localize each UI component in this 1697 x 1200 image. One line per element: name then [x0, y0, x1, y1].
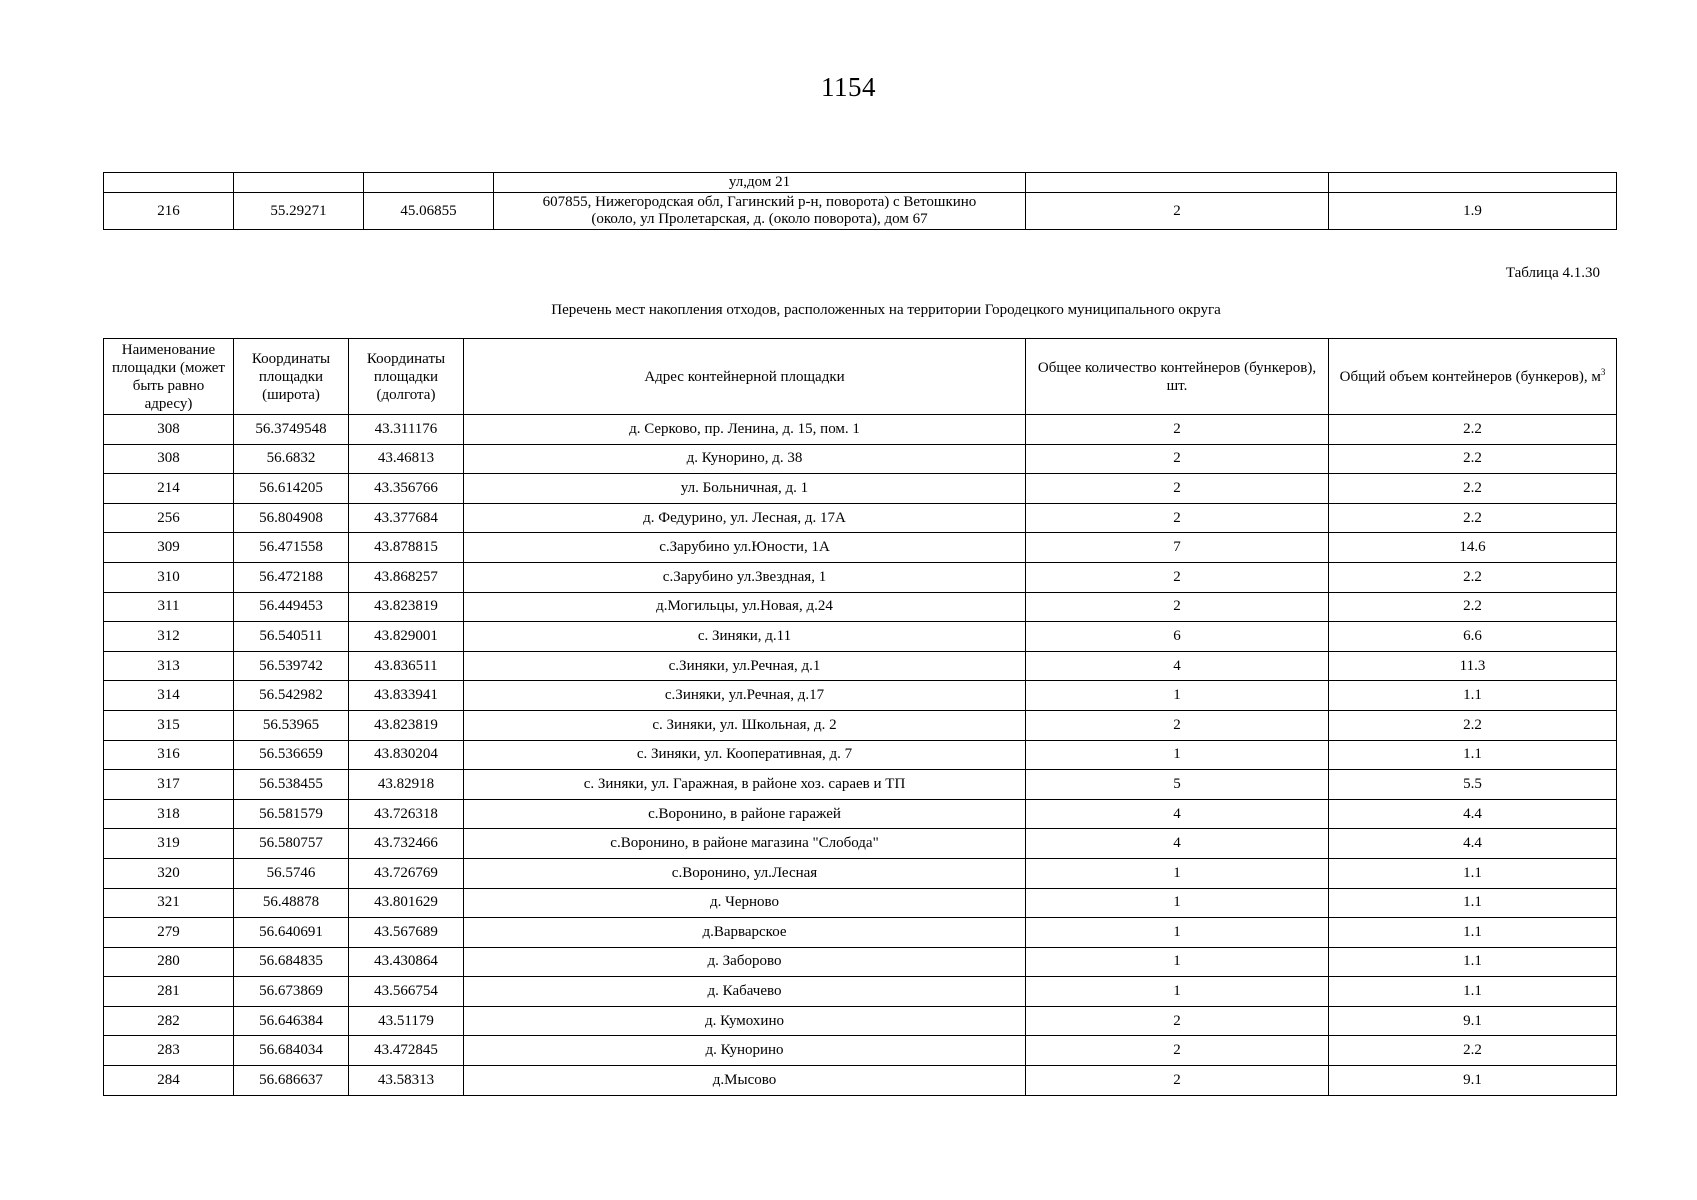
cell-volume: 2.2 [1329, 474, 1617, 504]
cell-volume: 2.2 [1329, 562, 1617, 592]
table-row [104, 622, 1617, 652]
cell-id [104, 173, 234, 193]
cell-lat: 56.536659 [234, 740, 349, 770]
cell-count: 5 [1026, 770, 1329, 800]
cell-lat: 56.53965 [234, 710, 349, 740]
cell-volume: 1.1 [1329, 947, 1617, 977]
cell-address: с. Зиняки, ул. Кооперативная, д. 7 [464, 740, 1026, 770]
cell-lon: 43.868257 [349, 562, 464, 592]
cell-id: 314 [104, 681, 234, 711]
cell-address: д. Кунорино [464, 1036, 1026, 1066]
cell-id: 282 [104, 1006, 234, 1036]
cell-address: с.Зиняки, ул.Речная, д.1 [464, 651, 1026, 681]
cell-id: 318 [104, 799, 234, 829]
cell-lon: 45.06855 [364, 193, 494, 230]
cell-lat: 56.581579 [234, 799, 349, 829]
address-line: ул,дом 21 [728, 174, 791, 190]
cell-count: 2 [1026, 1006, 1329, 1036]
cell-count: 1 [1026, 918, 1329, 948]
cell-lat: 56.449453 [234, 592, 349, 622]
cell-id: 316 [104, 740, 234, 770]
cell-volume: 1.9 [1329, 193, 1617, 230]
table-row [104, 1066, 1617, 1096]
header-id: Наименование площадки (может быть равно адресу) [104, 339, 234, 415]
table-row [104, 415, 1617, 445]
table-row [104, 681, 1617, 711]
table-row [104, 858, 1617, 888]
header-volume-sup: 3 [1600, 366, 1606, 377]
cell-count: 2 [1026, 474, 1329, 504]
cell-volume: 14.6 [1329, 533, 1617, 563]
cell-count: 1 [1026, 681, 1329, 711]
cell-address: д.Мысово [464, 1066, 1026, 1096]
cell-address: д.Варварское [464, 918, 1026, 948]
cell-id: 310 [104, 562, 234, 592]
cell-lat: 56.673869 [234, 977, 349, 1007]
cell-address: д.Могильцы, ул.Новая, д.24 [464, 592, 1026, 622]
cell-lat: 56.542982 [234, 681, 349, 711]
cell-count: 2 [1026, 1036, 1329, 1066]
cell-lat: 56.580757 [234, 829, 349, 859]
cell-lon: 43.567689 [349, 918, 464, 948]
header-volume [1329, 339, 1617, 415]
cell-lon: 43.801629 [349, 888, 464, 918]
cell-volume: 4.4 [1329, 799, 1617, 829]
table-row [104, 710, 1617, 740]
table-row [104, 799, 1617, 829]
cell-volume: 2.2 [1329, 1036, 1617, 1066]
cell-volume: 1.1 [1329, 918, 1617, 948]
cell-address: с.Зиняки, ул.Речная, д.17 [464, 681, 1026, 711]
table-row [104, 193, 1617, 230]
cell-id: 308 [104, 415, 234, 445]
cell-count: 2 [1026, 710, 1329, 740]
cell-volume: 2.2 [1329, 592, 1617, 622]
cell-id: 214 [104, 474, 234, 504]
cell-id: 309 [104, 533, 234, 563]
cell-address: с.Воронино, в районе магазина "Слобода" [464, 829, 1026, 859]
cell-lat: 56.48878 [234, 888, 349, 918]
cell-lon: 43.726769 [349, 858, 464, 888]
cell-lon: 43.51179 [349, 1006, 464, 1036]
cell-address [494, 193, 1026, 230]
cell-lat: 56.539742 [234, 651, 349, 681]
cell-lat: 56.540511 [234, 622, 349, 652]
cell-count: 4 [1026, 829, 1329, 859]
cell-lon: 43.833941 [349, 681, 464, 711]
cell-volume: 2.2 [1329, 503, 1617, 533]
cell-volume: 4.4 [1329, 829, 1617, 859]
cell-volume: 9.1 [1329, 1066, 1617, 1096]
cell-id: 281 [104, 977, 234, 1007]
cell-id: 312 [104, 622, 234, 652]
cell-lon: 43.356766 [349, 474, 464, 504]
cell-lon: 43.878815 [349, 533, 464, 563]
table-row [104, 770, 1617, 800]
table-row [104, 947, 1617, 977]
cell-lon: 43.46813 [349, 444, 464, 474]
cell-lon: 43.472845 [349, 1036, 464, 1066]
cell-count: 7 [1026, 533, 1329, 563]
page-number: 1154 [821, 72, 876, 102]
header-lon: Координаты площадки (долгота) [349, 339, 464, 415]
cell-lon: 43.829001 [349, 622, 464, 652]
cell-id: 279 [104, 918, 234, 948]
cell-volume: 11.3 [1329, 651, 1617, 681]
cell-id: 256 [104, 503, 234, 533]
cell-count: 2 [1026, 415, 1329, 445]
header-row [104, 339, 1617, 415]
header-address: Адрес контейнерной площадки [464, 339, 1026, 415]
cell-lon: 43.732466 [349, 829, 464, 859]
header-count: Общее количество контейнеров (бункеров), шт. [1026, 339, 1329, 415]
cell-lat: 56.471558 [234, 533, 349, 563]
table-row [104, 592, 1617, 622]
cell-id: 280 [104, 947, 234, 977]
table-row [104, 740, 1617, 770]
cell-lon: 43.430864 [349, 947, 464, 977]
cell-address: д. Заборово [464, 947, 1026, 977]
cell-lat: 56.640691 [234, 918, 349, 948]
cell-volume: 1.1 [1329, 740, 1617, 770]
cell-count: 1 [1026, 947, 1329, 977]
cell-id: 284 [104, 1066, 234, 1096]
cell-lat: 55.29271 [234, 193, 364, 230]
cell-count: 1 [1026, 888, 1329, 918]
cell-lat: 56.614205 [234, 474, 349, 504]
cell-lat: 56.3749548 [234, 415, 349, 445]
cell-lat: 56.804908 [234, 503, 349, 533]
cell-lat: 56.6832 [234, 444, 349, 474]
cell-address: д. Кумохино [464, 1006, 1026, 1036]
cell-count: 1 [1026, 977, 1329, 1007]
table-row [104, 503, 1617, 533]
cell-lat: 56.472188 [234, 562, 349, 592]
cell-address [494, 173, 1026, 193]
cell-lon [364, 173, 494, 193]
cell-address: с. Зиняки, д.11 [464, 622, 1026, 652]
table-row [104, 977, 1617, 1007]
cell-lat: 56.684034 [234, 1036, 349, 1066]
cell-count: 1 [1026, 858, 1329, 888]
cell-address: с.Зарубино ул.Юности, 1А [464, 533, 1026, 563]
cell-volume: 1.1 [1329, 858, 1617, 888]
cell-volume: 1.1 [1329, 681, 1617, 711]
table-row [104, 474, 1617, 504]
cell-address: с. Зиняки, ул. Школьная, д. 2 [464, 710, 1026, 740]
table-row [104, 829, 1617, 859]
cell-volume: 6.6 [1329, 622, 1617, 652]
cell-volume: 1.1 [1329, 977, 1617, 1007]
cell-lon: 43.82918 [349, 770, 464, 800]
header-lat: Координаты площадки (широта) [234, 339, 349, 415]
cell-volume: 2.2 [1329, 415, 1617, 445]
cell-address: с. Зиняки, ул. Гаражная, в районе хоз. сараев и ТП [464, 770, 1026, 800]
address-line: (около, ул Пролетарская, д. (около поворота), дом 67 [591, 211, 928, 227]
table-row [104, 562, 1617, 592]
cell-count: 2 [1026, 1066, 1329, 1096]
cell-volume: 9.1 [1329, 1006, 1617, 1036]
address-line: 607855, Нижегородская обл, Гагинский р-н, поворота) с Ветошкино [542, 194, 977, 210]
cell-address: с.Воронино, в районе гаражей [464, 799, 1026, 829]
continuation-table [103, 172, 1617, 230]
cell-id: 308 [104, 444, 234, 474]
cell-address: д. Кунорино, д. 38 [464, 444, 1026, 474]
cell-id: 320 [104, 858, 234, 888]
cell-lon: 43.836511 [349, 651, 464, 681]
cell-address: д. Серково, пр. Ленина, д. 15, пом. 1 [464, 415, 1026, 445]
cell-address: с.Воронино, ул.Лесная [464, 858, 1026, 888]
cell-address: д. Кабачево [464, 977, 1026, 1007]
cell-lon: 43.726318 [349, 799, 464, 829]
cell-id: 313 [104, 651, 234, 681]
header-volume-text: Общий объем контейнеров (бункеров), м [1339, 368, 1601, 385]
table-body [104, 415, 1617, 1096]
cell-lon: 43.311176 [349, 415, 464, 445]
cell-id: 317 [104, 770, 234, 800]
cell-count: 2 [1026, 562, 1329, 592]
cell-volume [1329, 173, 1617, 193]
cell-id: 321 [104, 888, 234, 918]
table-row [104, 1036, 1617, 1066]
table-row [104, 918, 1617, 948]
cell-address: д. Федурино, ул. Лесная, д. 17А [464, 503, 1026, 533]
cell-id: 283 [104, 1036, 234, 1066]
table-row [104, 888, 1617, 918]
cell-lon: 43.58313 [349, 1066, 464, 1096]
cell-lon: 43.377684 [349, 503, 464, 533]
cell-lat [234, 173, 364, 193]
cell-lat: 56.684835 [234, 947, 349, 977]
table-title: Перечень мест накопления отходов, расположенных на территории Городецкого муниципального округа [551, 302, 1221, 318]
cell-volume: 2.2 [1329, 444, 1617, 474]
table-number: Таблица 4.1.30 [1505, 265, 1600, 281]
cell-count: 2 [1026, 503, 1329, 533]
cell-volume: 1.1 [1329, 888, 1617, 918]
table-row [104, 444, 1617, 474]
table-row [104, 173, 1617, 193]
cell-id: 311 [104, 592, 234, 622]
cell-count: 2 [1026, 193, 1329, 230]
table-row [104, 1006, 1617, 1036]
cell-lat: 56.646384 [234, 1006, 349, 1036]
cell-lat: 56.686637 [234, 1066, 349, 1096]
cell-count: 2 [1026, 592, 1329, 622]
cell-lat: 56.538455 [234, 770, 349, 800]
cell-lon: 43.830204 [349, 740, 464, 770]
cell-lon: 43.823819 [349, 592, 464, 622]
cell-address: ул. Больничная, д. 1 [464, 474, 1026, 504]
cell-lon: 43.823819 [349, 710, 464, 740]
cell-count: 2 [1026, 444, 1329, 474]
table-row [104, 651, 1617, 681]
cell-id: 315 [104, 710, 234, 740]
cell-id: 319 [104, 829, 234, 859]
cell-id: 216 [104, 193, 234, 230]
cell-volume: 5.5 [1329, 770, 1617, 800]
cell-address: с.Зарубино ул.Звездная, 1 [464, 562, 1026, 592]
cell-count: 4 [1026, 651, 1329, 681]
table-row [104, 533, 1617, 563]
cell-count [1026, 173, 1329, 193]
cell-count: 6 [1026, 622, 1329, 652]
cell-lat: 56.5746 [234, 858, 349, 888]
cell-volume: 2.2 [1329, 710, 1617, 740]
cell-count: 4 [1026, 799, 1329, 829]
cell-count: 1 [1026, 740, 1329, 770]
waste-sites-table [103, 338, 1617, 1096]
cell-lon: 43.566754 [349, 977, 464, 1007]
cell-address: д. Черново [464, 888, 1026, 918]
